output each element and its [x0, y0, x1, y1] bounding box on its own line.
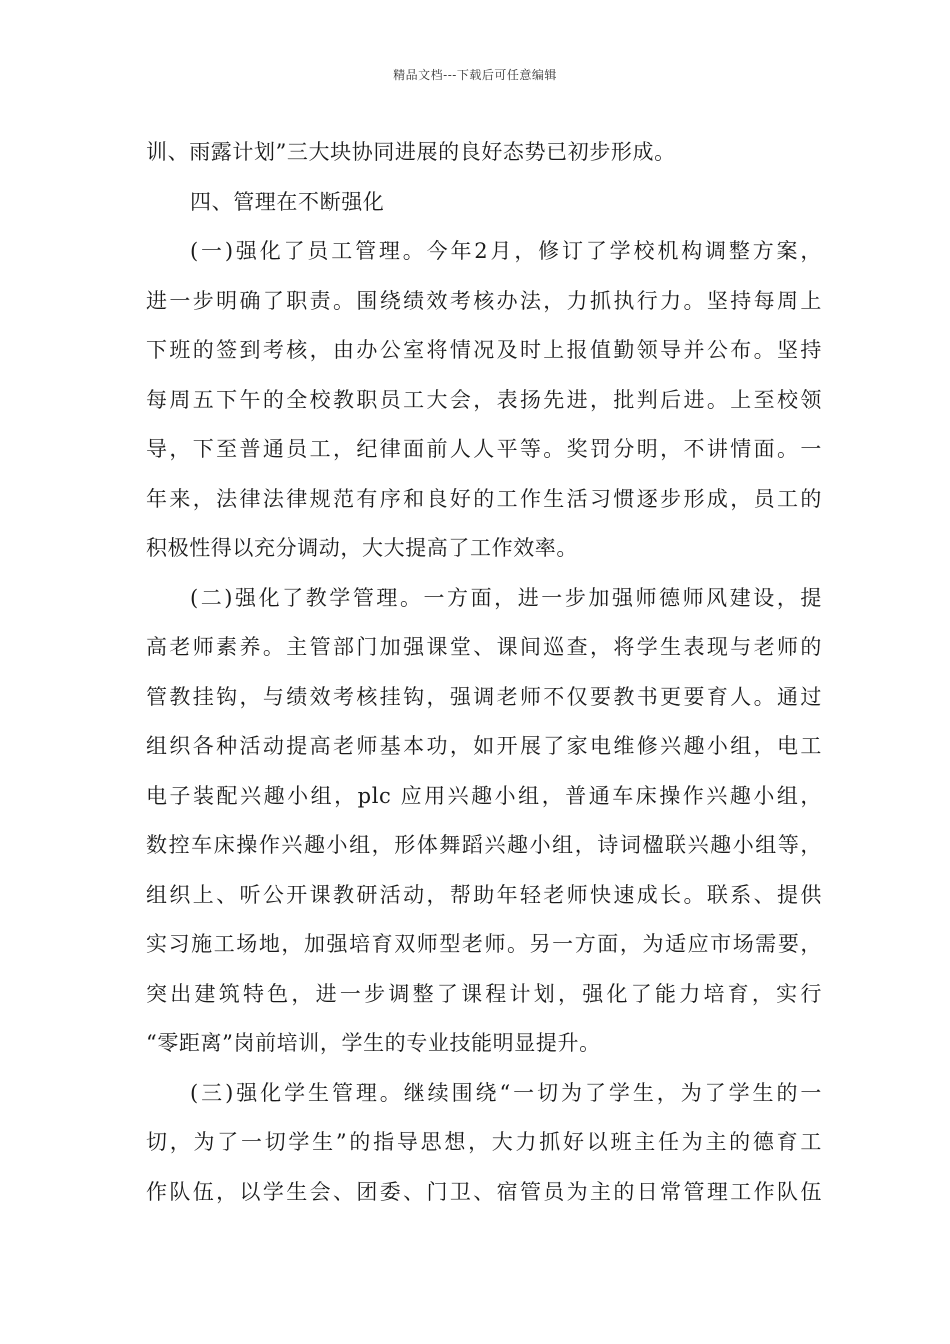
text-line: 作队伍，以学生会、团委、门卫、宿管员为主的日常管理工作队伍: [146, 1179, 822, 1204]
text-line: 组织各种活动提高老师基本功，如开展了家电维修兴趣小组，电工: [146, 734, 822, 758]
text-line: 导，下至普通员工，纪律面前人人平等。奖罚分明，不讲情面。一: [146, 437, 822, 461]
text-line: 进一步明确了职责。围绕绩效考核办法，力抓执行力。坚持每周上: [146, 288, 822, 313]
text-line: 管教挂钩，与绩效考核挂钩，强调老师不仅要教书更要育人。通过: [146, 684, 822, 709]
text-line: 下班的签到考核，由办公室将情况及时上报值勤领导并公布。坚持: [146, 338, 822, 362]
text-line: 实习施工场地，加强培育双师型老师。另一方面，为适应市场需要，: [146, 932, 822, 956]
text-line: 切，为了一切学生”的指导思想，大力抓好以班主任为主的德育工: [146, 1130, 822, 1154]
text-line: 组织上、听公开课教研活动，帮助年轻老师快速成长。联系、提供: [146, 882, 822, 907]
page-header: 精品文档---下载后可任意编辑: [393, 68, 557, 82]
text-line: “零距离”岗前培训，学生的专业技能明显提升。: [146, 1031, 601, 1055]
text-line: (三)强化学生管理。继续围绕“一切为了学生，为了学生的一: [190, 1080, 822, 1105]
text-line: 积极性得以充分调动，大大提高了工作效率。: [146, 536, 578, 560]
text-line: 电子装配兴趣小组，plc 应用兴趣小组，普通车床操作兴趣小组，: [146, 783, 822, 808]
text-line: 每周五下午的全校教职员工大会，表扬先进，批判后进。上至校领: [146, 387, 822, 412]
body-text: [146, 128, 822, 1217]
text-line: 数控车床操作兴趣小组，形体舞蹈兴趣小组，诗词楹联兴趣小组等，: [146, 833, 822, 857]
text-line: 四、管理在不断强化: [190, 189, 385, 214]
text-line: (二)强化了教学管理。一方面，进一步加强师德师风建设，提: [190, 585, 822, 610]
text-line: 突出建筑特色，进一步调整了课程计划，强化了能力培育，实行: [146, 981, 822, 1006]
text-line: (一)强化了员工管理。今年2月，修订了学校机构调整方案，: [190, 239, 822, 263]
text-line: 年来，法律法律规范有序和良好的工作生活习惯逐步形成，员工的: [146, 486, 822, 511]
text-line: 训、雨露计划”三大块协同进展的良好态势已初步形成。: [146, 140, 676, 164]
text-line: 高老师素养。主管部门加强课堂、课间巡查，将学生表现与老师的: [146, 635, 822, 659]
